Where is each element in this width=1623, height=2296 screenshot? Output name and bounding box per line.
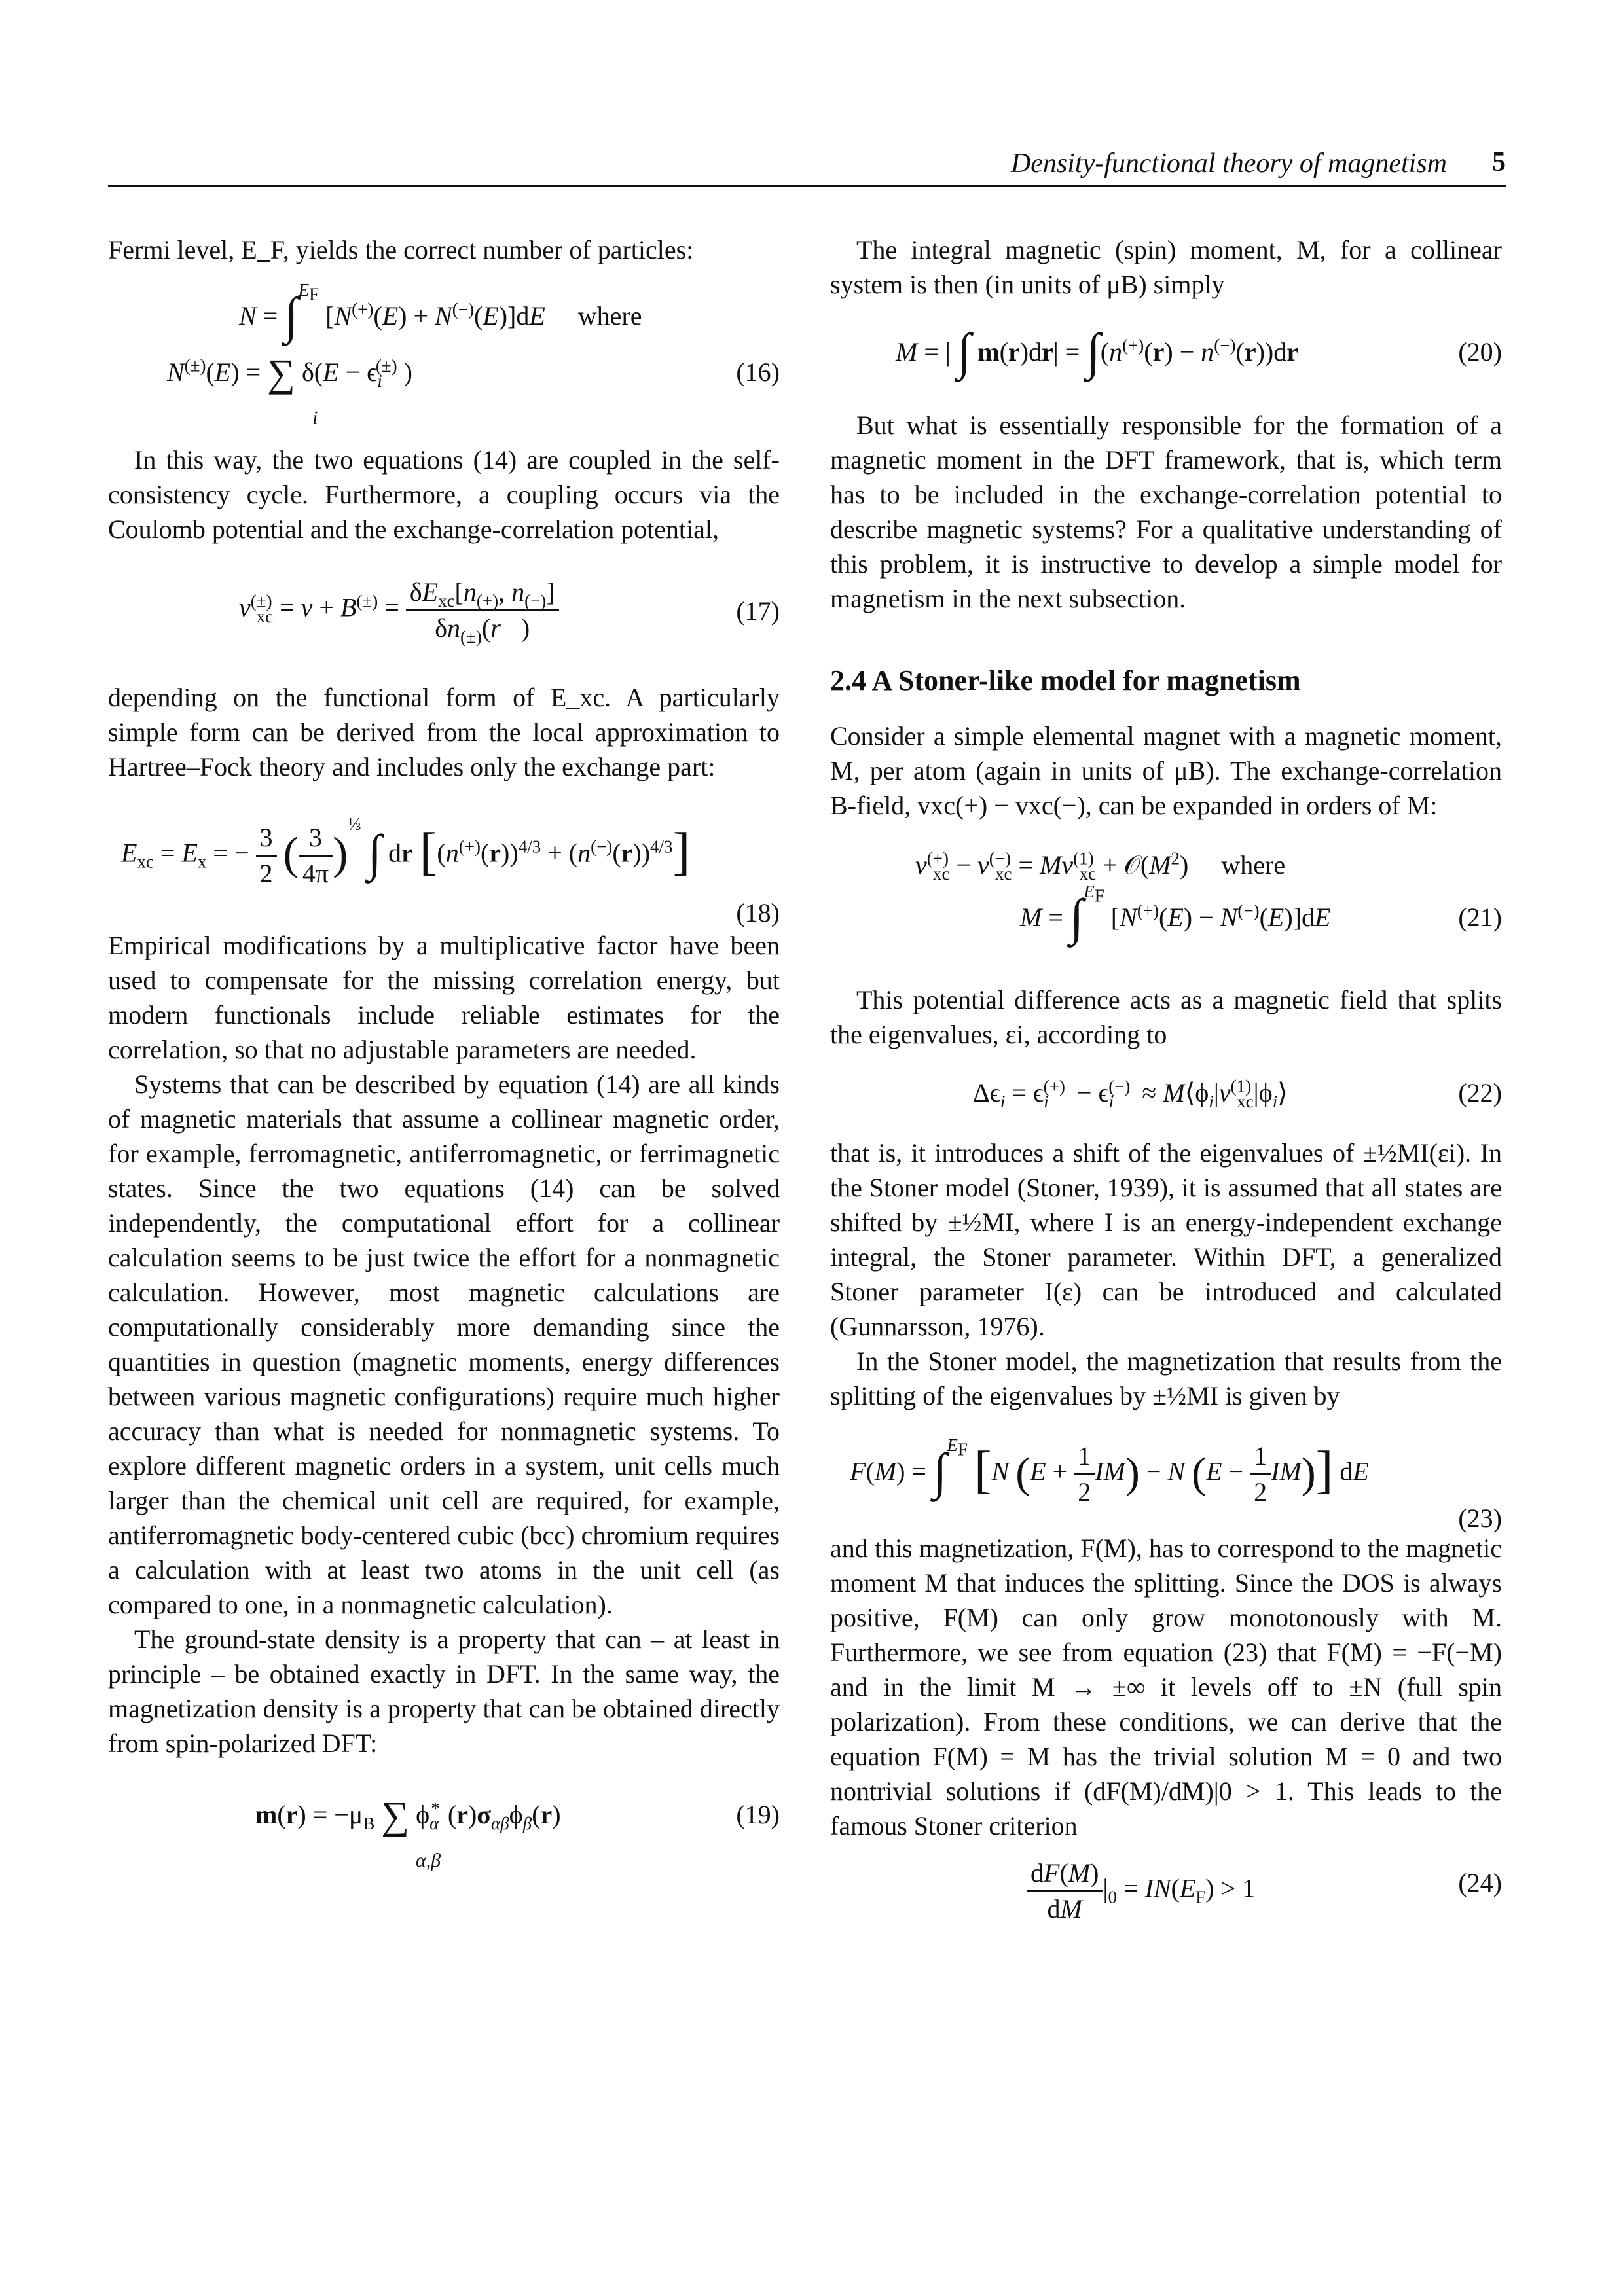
left-column	[108, 232, 780, 1871]
paragraph: Consider a simple elemental magnet with a magnetic moment, M, per atom (again in units of μB). The exchange-correlation B-field, vxc(+) − vxc(−), can be expanded in orders of M:	[830, 721, 1502, 820]
equation-21b: M = ∫$^{E_F}$ [N(+)(E) − N(−)(E)]dE (21)	[1020, 881, 1502, 945]
equation-19: $m(r) = -\mu_B$ ∑ $\phi_\alpha^*$ $(r)\sigma_{\alpha\beta}\phi_\beta(r)$ α,β (19)	[255, 1794, 780, 1871]
equation-16a: N = ∫$^{E_F}$ [N(+)(E) + N(−)(E)]dE where	[239, 279, 642, 344]
paragraph: depending on the functional form of E_xc. A particularly simple form can be derived from the local approximation to Hartree–Fock theory and includes only the exchange part:	[108, 683, 780, 781]
paragraph: Fermi level, E_F, yields the correct number of particles:	[108, 235, 694, 264]
equation-21a: $v^{(+)}_{xc} - v^{(-)}_{xc} = Mv^{(1)}_{xc}$ + $𝒪(M^2)$ where	[915, 848, 1286, 884]
paragraph: But what is essentially responsible for the formation of a magnetic moment in the DFT framework, that is, which term has to be included in the exchange-correlation potential to describe magnetic systems? For a qualitative understanding of this problem, it is instructive to develop a simple model for magnetism in the next subsection.	[830, 410, 1502, 613]
paragraph: In this way, the two equations (14) are coupled in the self-consistency cycle. Furthermore, a coupling occurs via the Coulomb potential and the exchange-correlation potential,	[108, 445, 780, 544]
paragraph: that is, it introduces a shift of the eigenvalues of ±½MI(εi). In the Stoner model (Stoner, 1939), it is assumed that all states are shifted by ±½MI, where I is an energy-independent exchange integral, the Stoner parameter. Within DFT, a generalized Stoner parameter I(ε) can be introduced and calculated (Gunnarsson, 1976).	[830, 1138, 1502, 1341]
paragraph: The ground-state density is a property that can – at least in principle – be obtained exactly in DFT. In the same way, the magnetization density is a property that can be obtained directly from spin-polarized DFT:	[108, 1624, 780, 1758]
paragraph: This potential difference acts as a magnetic field that splits the eigenvalues, εi, according to	[830, 985, 1502, 1049]
paragraph: and this magnetization, F(M), has to correspond to the magnetic moment M that induces the splitting. Since the DOS is always positive, F(M) can only grow monotonously with M. Furthermore, we see from equation (23) that F(M) = −F(−M) and in the limit M → ±∞ it levels off to ±N (full spin polarization). From these conditions, we can derive that the equation F(M) = M has the trivial solution M = 0 and two nontrivial solutions if (dF(M)/dM)|0 > 1. This leads to the famous Stoner criterion	[830, 1534, 1502, 1840]
paragraph: Systems that can be described by equation (14) are all kinds of magnetic materials that assume a collinear magnetic order, for example, ferromagnetic, antiferromagnetic, or ferrimagnetic states. Since the two equations (14) can be solved independently, the computational effort for a collinear calculation seems to be just twice the effort for a nonmagnetic calculation. However, most magnetic calculations are computationally considerably more demanding since the quantities in question (magnetic moments, energy differences between various magnetic configurations) require much higher accuracy than what is needed for nonmagnetic systems. To explore different magnetic orders in a system, unit cells much larger than the chemical unit cell are required, for example, antiferromagnetic body-centered cubic (bcc) chromium requires a calculation with at least two atoms in the unit cell (as compared to one, in a nonmagnetic calculation).	[108, 1069, 780, 1619]
right-column	[830, 232, 1502, 1935]
paragraph: In the Stoner model, the magnetization that results from the splitting of the eigenvalues by ±½MI is given by	[830, 1346, 1502, 1410]
equation-22: $\Delta\epsilon_i = \epsilon_i^{(+)} - \epsilon_i^{(-)}$ ≈ $M⟨\phi_i|v^{(1)}_{xc}|\phi_i⟩$ (22)	[973, 1076, 1502, 1111]
section-heading: 2.4 A Stoner-like model for magnetism	[830, 664, 1301, 696]
equation-17: $v^{(\pm)}_{xc} = v + B^{(\pm)}$ = $\frac{\delta E_{xc}[n_{(+)}, n_{(-)}]}{\delta n_{(\pm)}(r⃗)}$ (17)	[108, 575, 780, 654]
page-number: 5	[1492, 147, 1506, 177]
paragraph: The integral magnetic (spin) moment, M, for a collinear system is then (in units of μB) simply	[830, 235, 1502, 299]
paragraph: Empirical modifications by a multiplicative factor have been used to compensate for the missing correlation energy, but modern functionals include reliable estimates for the correlation, so that no adjustable parameters are needed.	[108, 931, 780, 1064]
equation-24: $\frac{dF(M)}{dM}$ $|_0 = IN(E_F) > 1$ (24)	[830, 1856, 1502, 1935]
equation-16b: N(±)(E) = ∑ $\delta(E - \epsilon_i^{(\pm)}$ ) i (16)	[167, 351, 780, 429]
running-header	[108, 145, 1506, 187]
running-title: Density-functional theory of magnetism	[1010, 149, 1447, 179]
equation-18: $E_{xc} = E_x$ = − $\frac{3}{2}$ ( $\frac{3}{4\pi}$ )$^{\frac{1}{3}}$ ∫ dr $[(n^{(+)}(r))^{4/3} + (n^{(-)}(r))^{4/3}]$ (18)	[121, 814, 780, 927]
equation-23: F(M) = ∫$^{E_F}$ [N (E + $\frac{1}{2}$ IM) − N (E − $\frac{1}{2}$ IM)] dE (23)	[850, 1435, 1502, 1533]
equation-20: M = | ∫ m(r)dr| = ∫(n(+)(r) − n(−)(r))dr (20)	[896, 323, 1502, 380]
